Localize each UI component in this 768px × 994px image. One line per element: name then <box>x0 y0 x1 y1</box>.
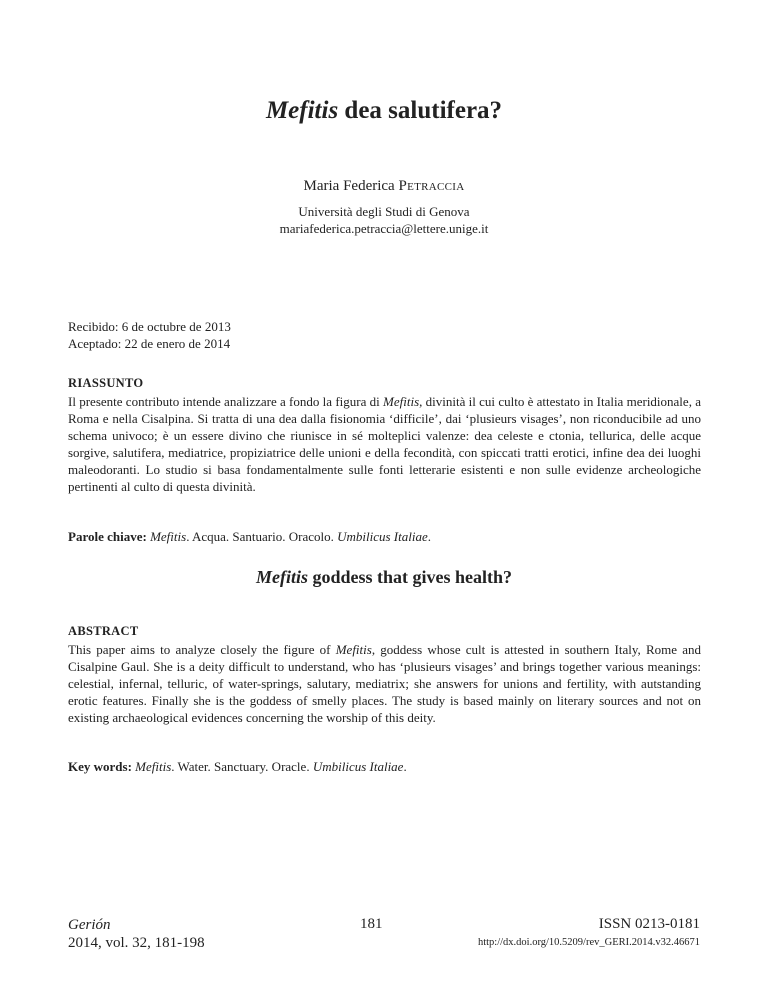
key-words-label: Key words: <box>68 759 132 774</box>
parole-chiave-label: Parole chiave: <box>68 529 147 544</box>
title-rest: dea salutifera? <box>338 97 503 124</box>
parole-chiave-term1: Mefitis <box>150 529 187 544</box>
abstract-text <box>68 641 701 726</box>
author-affiliation-block <box>0 203 768 237</box>
parole-chiave-end: . <box>427 529 431 544</box>
author-given-name: Maria Federica <box>303 178 399 194</box>
author-name <box>0 178 768 195</box>
abstract-text-start: This paper aims to analyze closely the figure of <box>68 642 336 657</box>
key-words <box>68 759 701 775</box>
author-affiliation: Università degli Studi di Genova <box>298 204 470 219</box>
page-number: 181 <box>360 916 383 932</box>
parole-chiave <box>68 529 701 545</box>
english-title-rest: goddess that gives health? <box>307 567 513 587</box>
abstract-heading: ABSTRACT <box>68 624 139 638</box>
key-words-end: . <box>403 759 407 774</box>
doi-link[interactable]: http://dx.doi.org/10.5209/rev_GERI.2014.v32.46671 <box>477 937 700 948</box>
author-surname: Petraccia <box>398 178 465 194</box>
english-title <box>0 567 768 588</box>
riassunto-heading: RIASSUNTO <box>68 376 144 390</box>
journal-volume: 2014, vol. 32, 181-198 <box>68 935 205 951</box>
parole-chiave-term2: Umbilicus Italiae <box>337 529 428 544</box>
key-words-term2: Umbilicus Italiae <box>312 759 404 774</box>
key-words-term1: Mefitis <box>135 759 172 774</box>
submission-dates <box>68 318 231 352</box>
issn: ISSN 0213-0181 <box>598 916 700 932</box>
abstract-italic-term: Mefitis <box>335 642 372 657</box>
key-words-middle: . Water. Sanctuary. Oracle. <box>171 759 313 774</box>
riassunto-italic-term: Mefitis <box>383 394 420 409</box>
english-title-italic-term: Mefitis <box>255 567 308 587</box>
author-email: mariafederica.petraccia@lettere.unige.it <box>279 221 489 236</box>
riassunto-text-start: Il presente contributo intende analizzare a fondo la figura di <box>68 394 384 409</box>
accepted-date: Aceptado: 22 de enero de 2014 <box>68 336 231 351</box>
parole-chiave-middle: . Acqua. Santuario. Oracolo. <box>186 529 338 544</box>
riassunto-text-end: , divinità il cui culto è attestato in Italia meridionale, a Roma e nella Cisalpina. Si tratta di una dea dalla fisionomia ‘difficile’, dai ‘plusieurs visages’, non riconducibile ad uno schema univoco; è un essere divino che riunisce in sé molteplici valenze: dea celeste e ctonia, tellurica, delle acque sorgive, salutifera, mediatrice, propiziatrice delle unioni e della fecondità, con spiccati tratti erotici, infine dea dei luoghi maleodoranti. Lo studio si basa fondamentalmente sulle fonti letterarie esistenti e non sulle evidenze archeologiche pertinenti al culto di questa divinità. <box>68 394 701 494</box>
footer-journal-info <box>68 916 205 952</box>
title-italic-term: Mefitis <box>265 97 339 124</box>
footer-identifiers <box>478 916 700 948</box>
abstract-text-end: , goddess whose cult is attested in southern Italy, Rome and Cisalpine Gaul. She is a deity difficult to understand, who has ‘plusieurs visages’ and brings together various meanings: celestial, infernal, telluric, of water-springs, salutary, mediatrix; she answers for unions and fertility, with autstanding erotic features. Finally she is the goddess of smelly places. The study is based mainly on literary sources and not on existing archaeological evidences concerning the worship of this deity. <box>68 642 701 725</box>
journal-name: Gerión <box>68 917 111 933</box>
received-date: Recibido: 6 de octubre de 2013 <box>68 319 231 334</box>
article-title <box>0 96 768 126</box>
riassunto-text <box>68 393 701 495</box>
